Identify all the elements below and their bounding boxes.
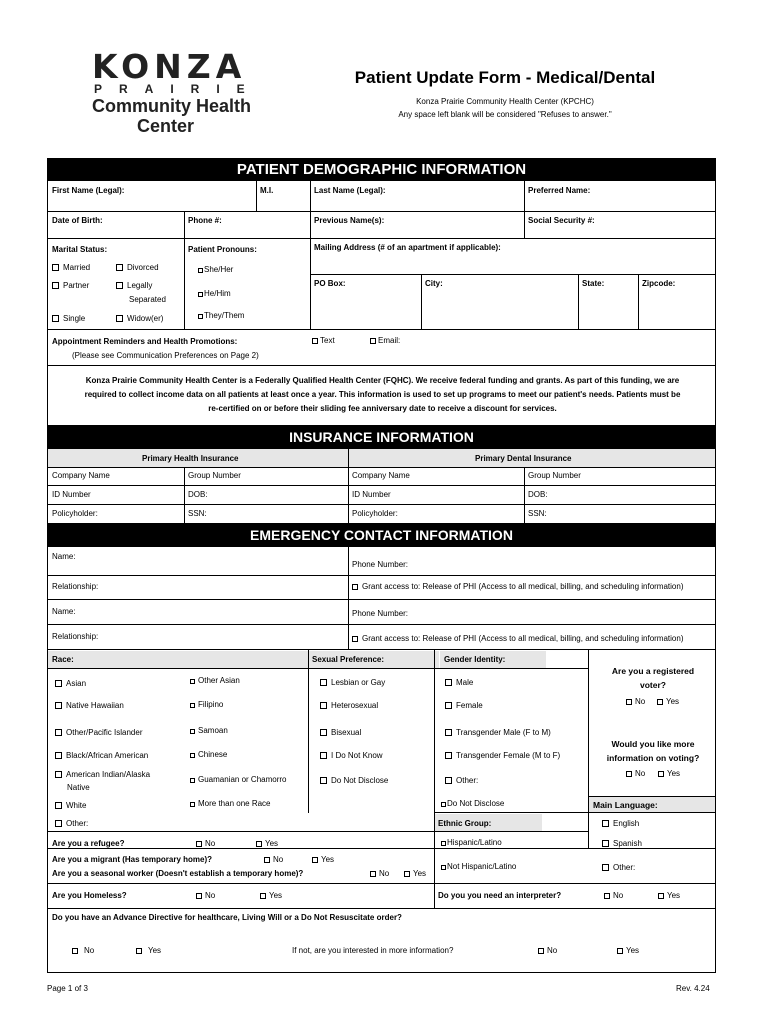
ec1-phone-label: Phone Number: <box>352 560 409 569</box>
first-name-label: First Name (Legal): <box>52 186 125 195</box>
homeless-no-checkbox[interactable] <box>196 893 202 899</box>
advance-no-option[interactable]: No <box>72 946 94 956</box>
homeless-yes-option[interactable]: Yes <box>260 891 282 901</box>
language-english-checkbox[interactable] <box>602 820 609 827</box>
preferred-name-label: Preferred Name: <box>528 186 591 195</box>
language-english-option[interactable]: English <box>602 819 639 829</box>
separated-label: Separated <box>129 295 166 304</box>
interpreter-no-option[interactable]: No <box>604 891 623 901</box>
he-him-checkbox[interactable] <box>198 292 203 297</box>
refugee-no-option[interactable]: No <box>196 839 215 849</box>
voter-yes-option[interactable]: Yes <box>657 697 679 707</box>
dental-company-label: Company Name <box>352 471 410 480</box>
primary-dental-label: Primary Dental Insurance <box>475 454 572 463</box>
single-checkbox[interactable] <box>52 315 59 322</box>
legally-separated-checkbox[interactable] <box>116 282 123 289</box>
race-other-checkbox[interactable] <box>55 820 62 827</box>
race-label: Race: <box>52 655 74 664</box>
voting-info-line1: Would you like more <box>611 739 695 749</box>
race-black-option[interactable]: Black/African American <box>55 751 148 761</box>
interpreter-no-checkbox[interactable] <box>604 893 610 899</box>
gender-other-option[interactable]: Other: <box>445 776 478 786</box>
ec2-phone-label: Phone Number: <box>352 609 409 618</box>
race-native-hawaiian-option[interactable]: Native Hawaiian <box>55 701 124 711</box>
insurance-heading: INSURANCE INFORMATION <box>48 425 715 449</box>
race-other-asian-option[interactable]: Other Asian <box>190 676 240 686</box>
sexual-bisexual-checkbox[interactable] <box>320 729 327 736</box>
health-policyholder-label: Policyholder: <box>52 509 98 518</box>
he-him-option[interactable]: He/Him <box>198 289 231 299</box>
interested-question: If not, are you interested in more information? <box>292 946 454 955</box>
ethnic-not-hispanic-checkbox[interactable] <box>441 865 446 870</box>
race-native-hawaiian-checkbox[interactable] <box>55 702 62 709</box>
ethnic-not-hispanic-option[interactable]: Not Hispanic/Latino <box>441 862 516 872</box>
advance-yes-checkbox[interactable] <box>136 948 142 954</box>
main-language-label: Main Language: <box>593 800 658 810</box>
gender-female-checkbox[interactable] <box>445 702 452 709</box>
fqhc-line1: Konza Prairie Community Health Center is a Federally Qualified Health Center (FQHC). We receive federal funding and grants. As part of this funding, we are <box>85 376 680 385</box>
race-other-pacific-checkbox[interactable] <box>55 729 62 736</box>
she-her-checkbox[interactable] <box>198 268 203 273</box>
interested-yes-checkbox[interactable] <box>617 948 623 954</box>
migrant-no-checkbox[interactable] <box>264 857 270 863</box>
page-number: Page 1 of 3 <box>47 984 88 993</box>
race-asian-option[interactable]: Asian <box>55 679 86 689</box>
pronouns-label: Patient Pronouns: <box>188 245 257 254</box>
gender-trans-male-checkbox[interactable] <box>445 729 452 736</box>
divorced-option[interactable]: Divorced <box>116 263 159 273</box>
homeless-yes-checkbox[interactable] <box>260 893 266 899</box>
email-checkbox[interactable] <box>370 338 376 344</box>
emergency-heading: EMERGENCY CONTACT INFORMATION <box>48 523 715 547</box>
refugee-yes-checkbox[interactable] <box>256 841 262 847</box>
migrant-yes-option[interactable]: Yes <box>312 855 334 865</box>
health-company-label: Company Name <box>52 471 110 480</box>
language-spanish-checkbox[interactable] <box>602 840 609 847</box>
homeless-no-option[interactable]: No <box>196 891 215 901</box>
she-her-option[interactable]: She/Her <box>198 265 233 275</box>
health-ssn-label: SSN: <box>188 509 207 518</box>
race-white-checkbox[interactable] <box>55 802 62 809</box>
advance-directive-question: Do you have an Advance Directive for healthcare, Living Will or a Do Not Resuscitate order? <box>52 913 402 922</box>
gender-identity-label: Gender Identity: <box>444 655 506 664</box>
voter-question <box>593 666 713 690</box>
ec2-grant-option[interactable]: Grant access to: Release of PHI (Access to all medical, billing, and scheduling information) <box>352 634 683 644</box>
demographic-heading: PATIENT DEMOGRAPHIC INFORMATION <box>48 159 715 181</box>
dental-id-label: ID Number <box>352 490 391 499</box>
dental-dob-label: DOB: <box>528 490 548 499</box>
race-black-checkbox[interactable] <box>55 752 62 759</box>
migrant-yes-checkbox[interactable] <box>312 857 318 863</box>
ec2-grant-checkbox[interactable] <box>352 636 358 642</box>
fqhc-line2: required to collect income data on all patients at least once a year. This information is used to set up programs to meet our patient's needs. Patients must be <box>84 390 681 399</box>
gender-female-option[interactable]: Female <box>445 701 483 711</box>
fqhc-line3: re-certified on or before their sliding fee anniversary date to receive a discount for services. <box>208 404 557 413</box>
voting-info-question <box>593 739 713 763</box>
partner-option[interactable]: Partner <box>52 281 89 291</box>
dental-group-label: Group Number <box>528 471 581 480</box>
sexual-heterosexual-option[interactable]: Heterosexual <box>320 701 378 711</box>
sexual-do-not-disclose-checkbox[interactable] <box>320 777 327 784</box>
form-subtitle <box>340 95 670 121</box>
mi-label: M.I. <box>260 186 274 195</box>
seasonal-no-checkbox[interactable] <box>370 871 376 877</box>
married-checkbox[interactable] <box>52 264 59 271</box>
marital-status-label: Marital Status: <box>52 245 108 254</box>
ec2-name-label: Name: <box>52 607 76 616</box>
migrant-question: Are you a migrant (Has temporary home)? <box>52 855 213 864</box>
dental-policyholder-label: Policyholder: <box>352 509 398 518</box>
gender-do-not-disclose-checkbox[interactable] <box>441 802 446 807</box>
text-checkbox[interactable] <box>312 338 318 344</box>
voting-info-no-checkbox[interactable] <box>626 771 632 777</box>
partner-checkbox[interactable] <box>52 282 59 289</box>
race-guamanian-option[interactable]: Guamanian or Chamorro <box>190 775 286 785</box>
race-more-than-one-checkbox[interactable] <box>190 802 195 807</box>
health-group-label: Group Number <box>188 471 241 480</box>
they-them-option[interactable]: They/Them <box>198 311 244 321</box>
interested-no-option[interactable]: No <box>538 946 557 956</box>
sexual-lesbian-gay-option[interactable]: Lesbian or Gay <box>320 678 385 688</box>
interpreter-yes-checkbox[interactable] <box>658 893 664 899</box>
race-american-indian-checkbox[interactable] <box>55 771 62 778</box>
race-asian-checkbox[interactable] <box>55 680 62 687</box>
ethnic-hispanic-checkbox[interactable] <box>441 841 446 846</box>
voting-info-line2: information on voting? <box>606 753 700 763</box>
ec2-relationship-label: Relationship: <box>52 632 99 641</box>
language-spanish-option[interactable]: Spanish <box>602 839 642 849</box>
health-dob-label: DOB: <box>188 490 208 499</box>
form-title: Patient Update Form - Medical/Dental <box>354 68 656 87</box>
voting-info-yes-option[interactable]: Yes <box>658 769 680 779</box>
gender-other-checkbox[interactable] <box>445 777 452 784</box>
phone-label: Phone #: <box>188 216 222 225</box>
po-box-label: PO Box: <box>314 279 346 288</box>
interpreter-question: Do you you need an interpreter? <box>438 891 562 900</box>
ec1-grant-option[interactable]: Grant access to: Release of PHI (Access to all medical, billing, and scheduling information) <box>352 582 683 592</box>
voter-no-checkbox[interactable] <box>626 699 632 705</box>
sexual-dont-know-checkbox[interactable] <box>320 752 327 759</box>
race-samoan-checkbox[interactable] <box>190 729 195 734</box>
state-label: State: <box>582 279 605 288</box>
ec1-name-label: Name: <box>52 552 76 561</box>
married-option[interactable]: Married <box>52 263 90 273</box>
subtitle-line1: Konza Prairie Community Health Center (KPCHC) <box>416 97 594 106</box>
fqhc-notice <box>54 374 711 416</box>
seasonal-yes-checkbox[interactable] <box>404 871 410 877</box>
mailing-address-label: Mailing Address (# of an apartment if applicable): <box>314 243 501 252</box>
gender-trans-female-checkbox[interactable] <box>445 752 452 759</box>
reminders-label: Appointment Reminders and Health Promotions: <box>52 337 238 346</box>
seasonal-no-option[interactable]: No <box>370 869 389 879</box>
race-other-asian-checkbox[interactable] <box>190 679 195 684</box>
gender-male-checkbox[interactable] <box>445 679 452 686</box>
voting-info-no-option[interactable]: No <box>626 769 645 779</box>
logo-line3: Community Health <box>92 96 252 116</box>
homeless-question: Are you Homeless? <box>52 891 127 900</box>
ethnic-group-label: Ethnic Group: <box>438 819 492 828</box>
race-american-indian-line2: Native <box>67 783 90 792</box>
migrant-no-option[interactable]: No <box>264 855 283 865</box>
language-other-option[interactable]: Other: <box>602 863 635 873</box>
sexual-preference-label: Sexual Preference: <box>312 655 385 664</box>
language-other-checkbox[interactable] <box>602 864 609 871</box>
revision: Rev. 4.24 <box>676 984 710 993</box>
advance-yes-option[interactable]: Yes <box>136 946 161 956</box>
refugee-question: Are you a refugee? <box>52 839 125 848</box>
legally-separated-option[interactable]: Legally <box>116 281 152 291</box>
text-option[interactable]: Text <box>312 336 335 346</box>
advance-no-checkbox[interactable] <box>72 948 78 954</box>
email-option[interactable]: Email: <box>370 336 400 346</box>
form-frame <box>47 158 716 973</box>
ethnic-hispanic-option[interactable]: Hispanic/Latino <box>441 838 502 848</box>
race-other-option[interactable]: Other: <box>55 819 88 829</box>
they-them-checkbox[interactable] <box>198 314 203 319</box>
zipcode-label: Zipcode: <box>642 279 676 288</box>
logo-line1: KONZA <box>92 47 247 86</box>
dob-label: Date of Birth: <box>52 216 103 225</box>
city-label: City: <box>425 279 443 288</box>
race-other-pacific-option[interactable]: Other/Pacific Islander <box>55 728 142 738</box>
subtitle-line2: Any space left blank will be considered "Refuses to answer." <box>398 110 612 119</box>
widow-option[interactable]: Widow(er) <box>116 314 163 324</box>
race-guamanian-checkbox[interactable] <box>190 778 195 783</box>
ec1-grant-checkbox[interactable] <box>352 584 358 590</box>
gender-male-option[interactable]: Male <box>445 678 473 688</box>
interested-no-checkbox[interactable] <box>538 948 544 954</box>
dental-ssn-label: SSN: <box>528 509 547 518</box>
sexual-do-not-disclose-option[interactable]: Do Not Disclose <box>320 776 388 786</box>
sexual-bisexual-option[interactable]: Bisexual <box>320 728 361 738</box>
race-filipino-option[interactable]: Filipino <box>190 700 223 710</box>
logo-line2: PRAIRIE <box>94 82 262 96</box>
clinic-logo <box>92 47 262 136</box>
gender-trans-male-option[interactable]: Transgender Male (F to M) <box>445 728 551 738</box>
interested-yes-option[interactable]: Yes <box>617 946 639 956</box>
primary-health-label: Primary Health Insurance <box>142 454 239 463</box>
race-chinese-option[interactable]: Chinese <box>190 750 227 760</box>
race-more-than-one-option[interactable]: More than one Race <box>190 799 271 809</box>
interpreter-yes-option[interactable]: Yes <box>658 891 680 901</box>
race-chinese-checkbox[interactable] <box>190 753 195 758</box>
sexual-dont-know-option[interactable]: I Do Not Know <box>320 751 383 761</box>
ssn-label: Social Security #: <box>528 216 595 225</box>
last-name-label: Last Name (Legal): <box>314 186 386 195</box>
previous-names-label: Previous Name(s): <box>314 216 385 225</box>
race-white-option[interactable]: White <box>55 801 86 811</box>
race-american-indian-option[interactable]: American Indian/Alaska <box>55 770 150 780</box>
race-filipino-checkbox[interactable] <box>190 703 195 708</box>
gender-trans-female-option[interactable]: Transgender Female (M to F) <box>445 751 560 761</box>
voter-yes-checkbox[interactable] <box>657 699 663 705</box>
sexual-heterosexual-checkbox[interactable] <box>320 702 327 709</box>
widow-checkbox[interactable] <box>116 315 123 322</box>
seasonal-yes-option[interactable]: Yes <box>404 869 426 879</box>
voter-no-option[interactable]: No <box>626 697 645 707</box>
reminders-note: (Please see Communication Preferences on Page 2) <box>72 351 259 360</box>
seasonal-question: Are you a seasonal worker (Doesn't establish a temporary home)? <box>52 869 304 878</box>
voter-question-line2: voter? <box>640 680 666 690</box>
logo-line4: Center <box>137 116 195 136</box>
health-id-label: ID Number <box>52 490 91 499</box>
race-samoan-option[interactable]: Samoan <box>190 726 228 736</box>
gender-do-not-disclose-option[interactable]: Do Not Disclose <box>441 799 504 809</box>
voter-question-line1: Are you a registered <box>611 666 695 676</box>
ec1-relationship-label: Relationship: <box>52 582 99 591</box>
refugee-no-checkbox[interactable] <box>196 841 202 847</box>
single-option[interactable]: Single <box>52 314 85 324</box>
sexual-lesbian-gay-checkbox[interactable] <box>320 679 327 686</box>
divorced-checkbox[interactable] <box>116 264 123 271</box>
refugee-yes-option[interactable]: Yes <box>256 839 278 849</box>
voting-info-yes-checkbox[interactable] <box>658 771 664 777</box>
